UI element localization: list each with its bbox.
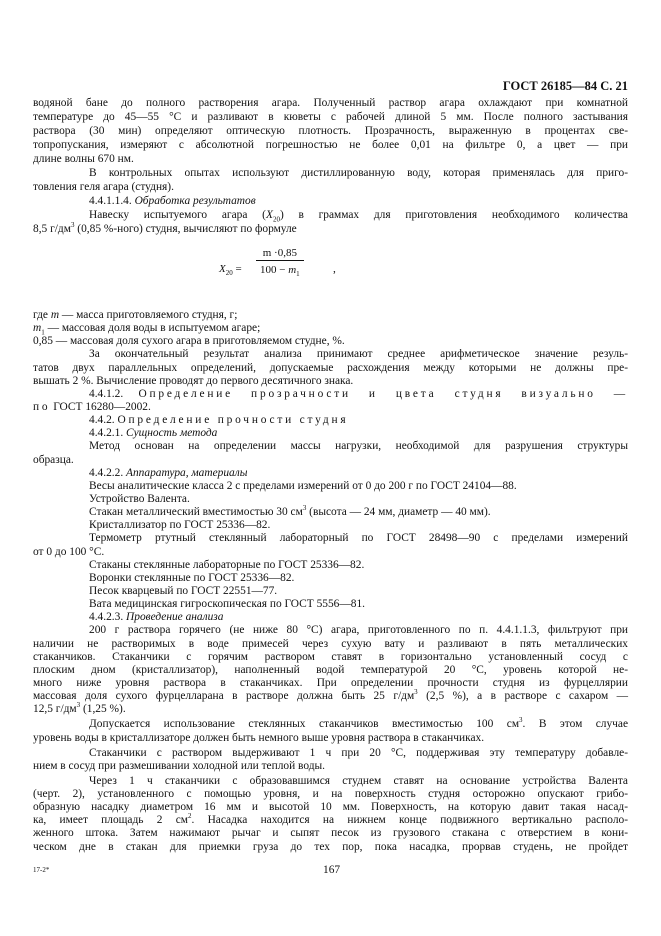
text-line [33, 401, 628, 414]
text-run: от 0 до 100 °С. [33, 545, 105, 558]
text-line [33, 454, 628, 467]
text-run: образную насадку диаметром 16 мм и высотой 10 мм. Поверхность, на которую давит такая насад- [33, 801, 628, 814]
text-line [33, 690, 628, 703]
text-line [33, 152, 628, 166]
text-run: 4.4.2. [89, 414, 118, 427]
text-run: Проведение анализа [126, 611, 224, 624]
text-line [33, 309, 628, 322]
text-line [33, 388, 628, 401]
text-line [33, 180, 628, 194]
text-block-top [33, 96, 628, 236]
text-run: Термометр ртутный стеклянный лабораторный по ГОСТ 28498—90 с пределами измерений [89, 532, 628, 545]
text-run: наличии не растворимых в воде примесей через сухую вату и разливают в пять металлических [33, 637, 628, 650]
text-run: 2 [187, 812, 192, 821]
text-run: 1 [41, 328, 45, 337]
text-line [33, 110, 628, 124]
text-line [33, 827, 628, 840]
formula-lhs [219, 262, 242, 276]
text-line [33, 638, 628, 651]
text-line [33, 124, 628, 138]
text-run: (черт. 2), установленного с помощью уровня, и на поверхность студня осторожно опускают грибо- [33, 788, 628, 801]
text-run: Песок кварцевый по ГОСТ 22551—77. [89, 584, 278, 597]
text-run: вышать 2 %. Вычисление проводят до первого десятичного знака. [33, 374, 354, 387]
text-run: 200 г раствора горячего (не ниже 80 °С) агара, приготовленного по п. 4.4.1.1.3, фильтруют при [89, 624, 628, 637]
text-run: 4.4.2.2. [89, 466, 127, 479]
formula-denominator [256, 260, 304, 277]
text-run: 3 [70, 221, 75, 230]
text-line [33, 222, 628, 236]
text-line [33, 703, 628, 716]
text-block-bottom [33, 309, 628, 854]
text-line [33, 664, 628, 677]
text-line [33, 506, 628, 519]
text-run: массовая доля сухого фурцелларана в растворе должна быть 25 г/дм [33, 690, 415, 703]
text-line [33, 493, 628, 506]
text-line [33, 572, 628, 585]
text-run: Стаканы стеклянные лабораторные по ГОСТ 25336—82. [89, 558, 365, 571]
text-run: топропускания, измеряют с абсолютной погрешностью не более 0,01 на фильтре 0, а цвет — при [33, 139, 628, 151]
text-line [33, 775, 628, 788]
text-run: 3 [414, 688, 418, 697]
text-line [33, 788, 628, 801]
text-line [33, 651, 628, 664]
text-run: m [50, 309, 60, 321]
text-run: Через 1 ч стаканчики с образовавшимся студнем ставят на основание устройства Валента [89, 774, 628, 787]
text-run: ческом дне в стакан для приемки груза до тех пор, пока насадка, прорвав студень, не пройдет [33, 840, 628, 853]
text-line [33, 624, 628, 637]
text-run: (0,85 %-ного) студня, вычисляют по формуле [74, 223, 297, 235]
text-run: Вата медицинская гигроскопическая по ГОСТ 5556—81. [89, 598, 365, 611]
text-line [33, 335, 628, 348]
page-number: 167 [323, 864, 341, 876]
text-run: — масса приготовляемого студня, г; [59, 309, 238, 321]
formula [33, 244, 628, 300]
formula-tail: , [333, 263, 336, 275]
text-line [33, 519, 628, 532]
text-line [33, 598, 628, 611]
text-run: (2,5 %), а в растворе с сахаром — [417, 690, 629, 703]
text-run: много ниже уровня раствора в стаканчиках. При определении прочности студня из фурцеллярии [33, 676, 628, 689]
text-line [33, 322, 628, 335]
text-run: 8,5 г/дм [33, 223, 71, 235]
text-run: Навеску испытуемого агара ( [89, 209, 266, 221]
text-line [33, 559, 628, 572]
text-run: 4.4.2.1. [89, 427, 127, 440]
formula-fraction [256, 246, 304, 277]
text-run: Стакан металлический вместимостью 30 см [89, 506, 303, 519]
text-run: 3 [302, 504, 307, 513]
text-run: X [265, 209, 273, 221]
text-line [33, 814, 628, 827]
text-line [33, 732, 628, 745]
text-run: m [33, 322, 42, 335]
text-line [33, 467, 628, 480]
text-run: Весы аналитические класса 2 с пределами измерений от 0 до 200 г по ГОСТ 24104—88. [89, 479, 517, 492]
document-body [33, 96, 628, 854]
text-run: по [33, 400, 51, 413]
text-run: Определение прочности студня [117, 414, 349, 427]
text-run: Стаканчики с раствором выдерживают 1 ч при 20 °С, поддерживая эту температуру добавле- [89, 746, 628, 759]
text-line [33, 96, 628, 110]
text-run: температуре до 45—55 °С и разливают в кюветы с рабочей длиной 5 мм. После полного застывания [33, 111, 628, 123]
text-run: (1,25 %). [80, 703, 126, 716]
formula-var: X [219, 263, 226, 275]
text-run: образца. [33, 453, 74, 466]
text-run: уровень воды в кристаллизаторе должен быть немного выше уровня раствора в стаканчиках. [33, 731, 485, 744]
text-run: водяной бане до полного растворения агара. Полученный раствор агара охлаждают при комнатной [33, 97, 628, 109]
text-line [33, 480, 628, 493]
text-line [33, 532, 628, 545]
text-run: длине волны 670 нм. [33, 153, 134, 165]
text-run: Кристаллизатор по ГОСТ 25336—82. [89, 519, 271, 532]
text-line [33, 166, 628, 180]
text-run: Определение прозрачности и цвета студня визуально — [138, 387, 628, 400]
text-line [33, 801, 628, 814]
text-run: 4.4.1.2. [89, 387, 139, 400]
text-run: товления геля агара (студня). [33, 181, 174, 193]
text-run: Аппаратура, материалы [126, 466, 248, 479]
text-run: В контрольных опытах используют дистиллированную воду, которая применялась для приго- [89, 167, 628, 179]
text-run: За окончательный результат анализа принимают среднее арифметическое значение резуль- [89, 348, 628, 361]
text-run: Устройство Валента. [89, 492, 190, 505]
text-run: 4.4.1.1.4. [89, 195, 135, 207]
text-run: стаканчиков. Стаканчики с горячим раствором ставят в горизонтально установленный сосуд с [33, 650, 628, 663]
text-line [33, 841, 628, 854]
text-line [33, 760, 628, 773]
text-run: ка, имеет площадь 2 см [33, 814, 188, 827]
text-run: 0,85 — массовая доля сухого агара в приготовляемом студне, %. [33, 335, 345, 348]
text-run: Обработка результатов [134, 195, 256, 207]
page-header: ГОСТ 26185—84 С. 21 [502, 79, 628, 93]
text-run: татов двух параллельных определений, допускаемые расхождения между которыми не должны пре- [33, 361, 628, 374]
text-line [33, 362, 628, 375]
text-line [33, 677, 628, 690]
text-line [33, 440, 628, 453]
formula-sub: 20 [225, 269, 233, 278]
text-run: . В этом случае [522, 718, 628, 731]
text-line [33, 348, 628, 361]
text-line [33, 546, 628, 559]
text-run: нием в сосуд при размешивании холодной или теплой воды. [33, 759, 325, 772]
text-line [33, 585, 628, 598]
text-line [33, 375, 628, 388]
text-run: 4.4.2.3. [89, 611, 127, 624]
text-run: Метод основан на определении массы нагрузки, необходимой для разрушения структуры [89, 440, 628, 453]
text-run: раствора (30 мин) определяют оптическую плотность. Прозрачность, выраженную в процентах све- [33, 125, 628, 137]
text-run: Воронки стеклянные по ГОСТ 25336—82. [89, 571, 295, 584]
formula-numerator: m ·0,85 [262, 247, 297, 259]
text-run: ) в граммах для приготовления необходимого количества [279, 209, 628, 221]
sheet-mark: 17-2* [33, 866, 50, 874]
text-line [33, 208, 628, 222]
text-run: ГОСТ 16280—2002. [50, 400, 151, 413]
text-run: женного штока. Затем нажимают рычаг и сыпят песок из грузового стакана с отверстием в кони- [33, 827, 628, 840]
text-run: 20 [272, 215, 280, 224]
formula-eq: = [232, 263, 242, 275]
text-run: (высота — 24 мм, диаметр — 40 мм). [306, 506, 491, 519]
text-run: 12,5 г/дм [33, 703, 77, 716]
text-line [33, 611, 628, 624]
text-run: плоским дном (кристаллизатор), наполненный водой температурой 20 °С, уровень которой не- [33, 663, 628, 676]
text-run: Сущность метода [126, 427, 218, 440]
text-run: . Насадка находится на нижнем конце подвижного вертикально располо- [191, 814, 628, 827]
text-line [33, 718, 628, 731]
text-run: 3 [76, 701, 81, 710]
den-var: m [288, 264, 297, 276]
text-run: — массовая доля воды в испытуемом агаре; [44, 322, 261, 335]
text-line [33, 747, 628, 760]
text-line [33, 194, 628, 208]
text-line [33, 414, 628, 427]
text-line [33, 427, 628, 440]
text-run: где [33, 309, 51, 321]
text-run: Допускается использование стеклянных стаканчиков вместимостью 100 см [89, 718, 520, 731]
text-line [33, 138, 628, 152]
den-sub: 1 [296, 270, 300, 279]
text-run: 3 [519, 716, 523, 725]
den-a: 100 − [260, 264, 289, 276]
